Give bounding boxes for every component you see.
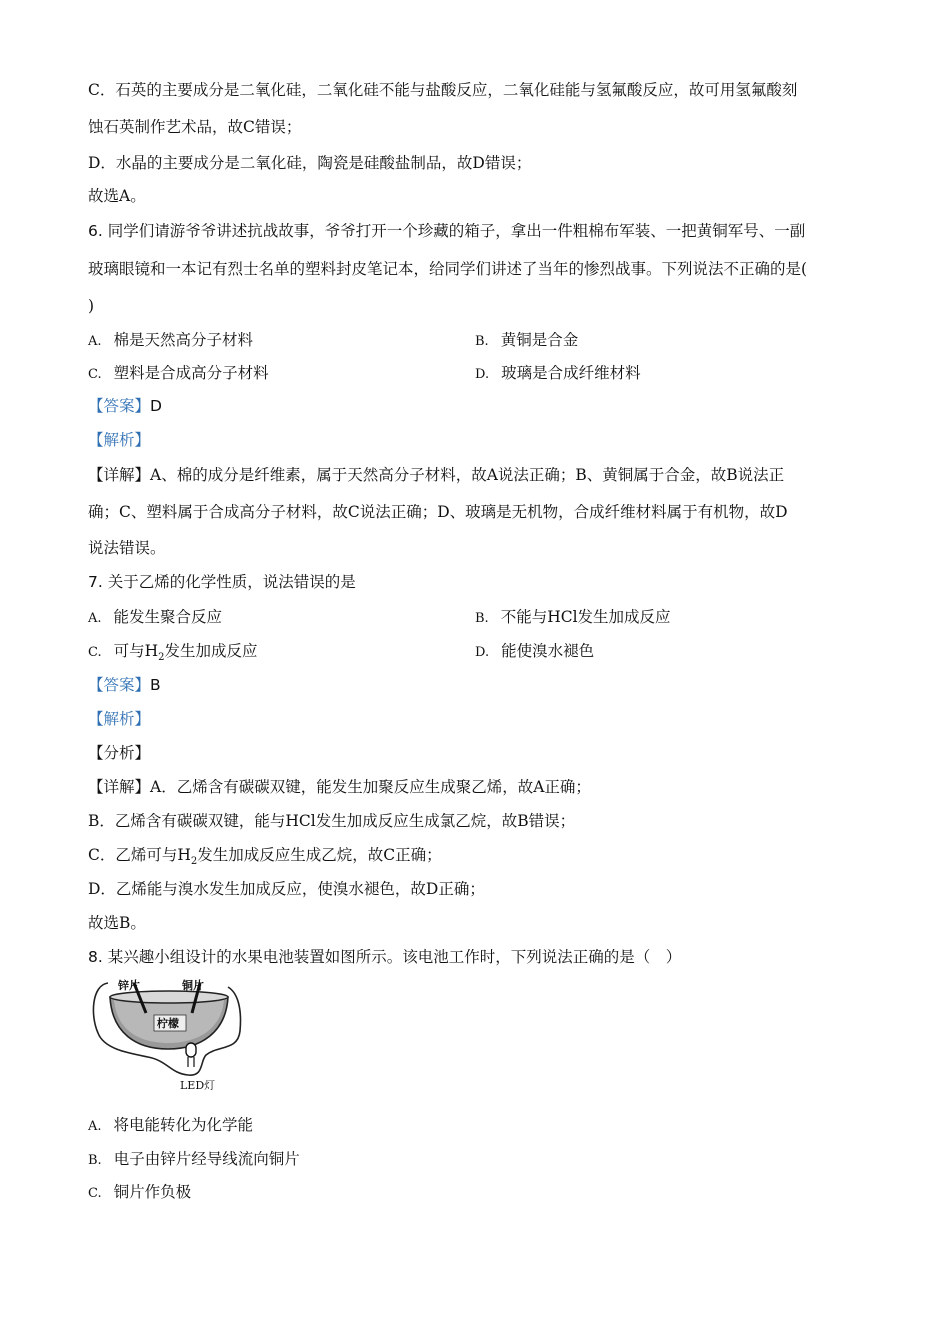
q7-number: 7. [88,573,103,591]
subscript: 2 [158,652,165,664]
q7-fenxi-tag: 【分析】 [88,744,151,762]
q6-option-c [88,363,269,385]
option-text: 不能与HCl发生加成反应 [500,608,671,626]
option-letter: B. [475,334,489,349]
option-letter: C. [88,645,102,660]
q7-option-d [475,641,594,663]
q7-stem [88,572,356,592]
option-letter: D. [475,645,490,660]
q6-stem-line3: ) [88,297,95,315]
q6-detail-line2: 确；C、塑料属于合成高分子材料，故C说法正确；D、玻璃是无机物，合成纤维材料属于有机物，故D [88,503,788,521]
q7-detail-line2: B．乙烯含有碳碳双键，能与HCl发生加成反应生成氯乙烷，故B错误； [88,812,576,830]
q5-explain-d: D．水晶的主要成分是二氧化硅，陶瓷是硅酸盐制品，故D错误； [88,154,532,172]
q5-conclusion: 故选A。 [88,187,146,205]
detail-text: C．乙烯可与H [88,846,191,864]
q7-option-b [475,607,671,629]
option-letter: B. [88,1153,102,1168]
q5-explain-c-line1: C．石英的主要成分是二氧化硅，二氧化硅不能与盐酸反应，二氧化硅能与氢氟酸反应，故可用氢氟酸刻 [88,81,798,99]
fruit-battery-figure [88,975,248,1093]
q8-option-a [88,1115,253,1137]
q8-stem-text: 某兴趣小组设计的水果电池装置如图所示。该电池工作时，下列说法正确的是（ ） [107,948,682,966]
option-text: 玻璃是合成纤维材料 [501,364,641,382]
q7-detail-line4: D．乙烯能与溴水发生加成反应，使溴水褪色，故D正确； [88,880,485,898]
option-letter: A. [88,1119,102,1134]
option-text: 能发生聚合反应 [113,608,223,626]
q8-option-b [88,1149,300,1171]
option-letter: B. [475,611,489,626]
q7-option-c [88,641,258,668]
option-letter: A. [88,611,102,626]
subscript: 2 [190,856,198,868]
q6-option-d [475,363,641,385]
q6-stem-line1 [88,221,805,241]
answer-tag: 【答案】 [88,397,151,415]
q6-detail-line3: 说法错误。 [88,539,166,557]
q6-option-b [475,330,578,352]
option-text: 能使溴水褪色 [501,642,595,660]
fruit-battery-diagram [88,975,248,1093]
option-text: 发生加成反应 [164,642,258,660]
q7-option-a [88,607,222,629]
zinc-label: 锌片 [118,979,140,992]
q6-stem-line2: 玻璃眼镜和一本记有烈士名单的塑料封皮笔记本，给同学们讲述了当年的惨烈战事。下列说法不正确的是( [88,260,808,278]
q8-number: 8. [88,948,103,966]
q7-conclusion: 故选B。 [88,914,146,932]
option-text: 铜片作负极 [113,1183,192,1201]
q6-detail-line1: 【详解】A、棉的成分是纤维素，属于天然高分子材料，故A说法正确；B、黄铜属于合金，故B说法正 [88,466,785,484]
q6-jiexi-tag: 【解析】 [88,431,151,449]
q8-option-c [88,1182,191,1204]
detail-text: 发生加成反应生成乙烷，故C正确； [197,846,442,864]
option-letter: C. [88,367,102,382]
option-letter: A. [88,334,102,349]
q6-number: 6. [88,222,103,240]
answer-tag: 【答案】 [88,676,151,694]
option-letter: C. [88,1186,102,1201]
q8-stem [88,947,681,967]
q7-detail-line1: 【详解】A．乙烯含有碳碳双键，能发生加聚反应生成聚乙烯，故A正确； [88,778,591,796]
copper-label: 铜片 [182,979,204,992]
q6-option-a [88,330,253,352]
q7-answer [88,675,161,695]
option-text: 将电能转化为化学能 [113,1116,254,1134]
option-text: 电子由锌片经导线流向铜片 [113,1150,300,1168]
option-text: 棉是天然高分子材料 [113,331,254,349]
lemon-top [110,991,228,1003]
q6-answer [88,396,162,416]
option-text: 塑料是合成高分子材料 [113,364,269,382]
option-text: 可与H [113,642,159,660]
led-label: LED灯 [180,1079,216,1092]
lemon-label: 柠檬 [157,1017,179,1030]
option-text: 黄铜是合金 [500,331,579,349]
option-letter: D. [475,367,490,382]
led-bulb [186,1043,196,1057]
q5-explain-c-line2: 蚀石英制作艺术品，故C错误； [88,118,302,136]
q7-stem-text: 关于乙烯的化学性质，说法错误的是 [107,573,356,591]
answer-value: B [150,676,161,694]
q7-detail-line3 [88,845,442,872]
q7-jiexi-tag: 【解析】 [88,710,151,728]
answer-value: D [150,397,162,415]
q6-stem-text1: 同学们请游爷爷讲述抗战故事，爷爷打开一个珍藏的箱子，拿出一件粗棉布军装、一把黄铜军号、一副 [107,222,806,240]
